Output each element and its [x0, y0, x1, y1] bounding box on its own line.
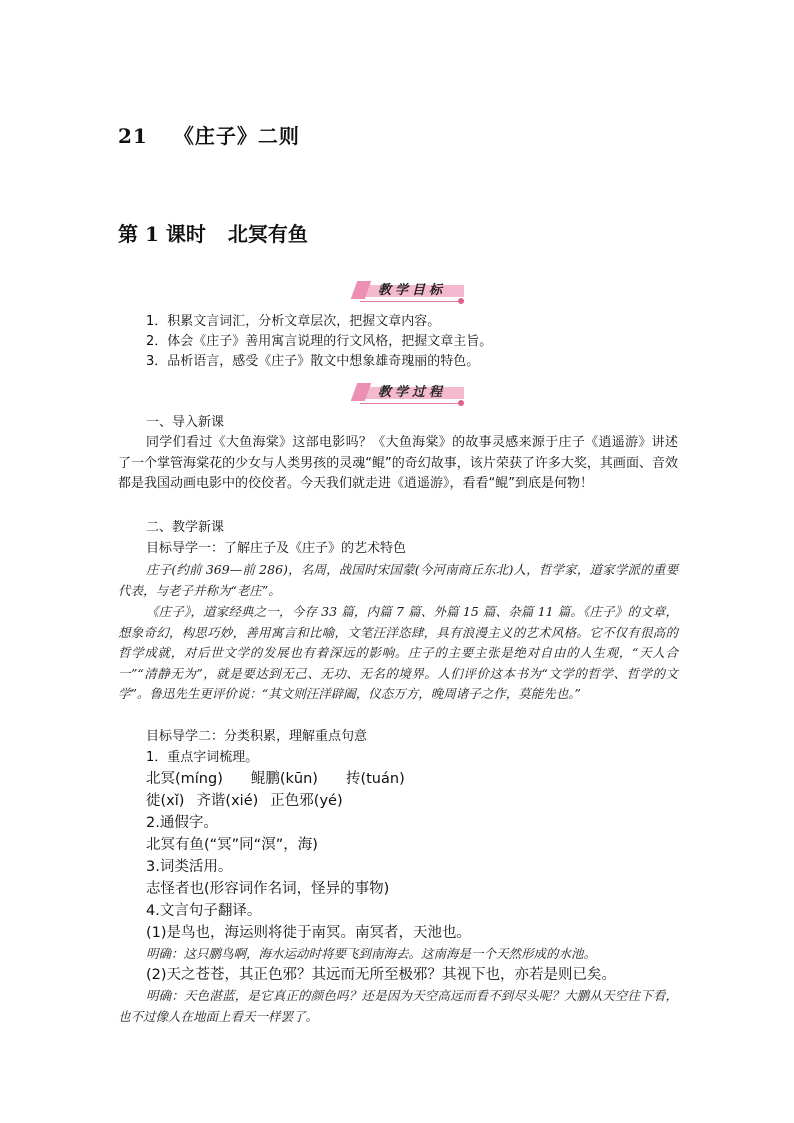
sentence: (1)是鸟也，海运则将徙于南冥。南冥者，天池也。: [146, 925, 472, 941]
word-row: [146, 790, 343, 812]
word-item: 正色邪(yé): [270, 793, 343, 809]
author-bio: 庄子(约前 369—前 286)，名周，战国时宋国蒙(今河南商丘东北)人，哲学家，道家学派的重要代表，与老子并称为“老庄”。: [118, 562, 678, 598]
objective-item: 1．积累文言词汇，分析文章层次，把握文章内容。: [146, 314, 441, 329]
lesson-name: 北冥有鱼: [227, 222, 308, 246]
tongjia-example: 北冥有鱼(“冥”同“溟”，海): [146, 837, 318, 853]
word-item: 齐谐(xié): [196, 793, 259, 809]
word-item: 抟(tuán): [345, 771, 405, 787]
process-banner-label: 教学过程: [378, 385, 447, 400]
process-banner: [354, 381, 464, 407]
lesson-label: 第 1 课时: [118, 222, 206, 246]
objectives-banner: [354, 279, 464, 305]
answer: 明确：这只鹏鸟啊，海水运动时将要飞到南海去。这南海是一个天然形成的水池。: [146, 946, 597, 961]
objective-item: 3．品析语言，感受《庄子》散文中想象雄奇瑰丽的特色。: [146, 354, 480, 369]
word-row: [146, 768, 405, 790]
goal-heading-2: 目标导学二：分类积累，理解重点句意: [146, 729, 368, 744]
banner-dot-icon: [458, 400, 464, 406]
chapter-number: 21: [118, 124, 148, 148]
intro-heading: 一、导入新课: [146, 415, 225, 430]
intro-paragraph: 同学们看过《大鱼海棠》这部电影吗？《大鱼海棠》的故事灵感来源于庄子《逍遥游》讲述了一个掌管海棠花的少女与人类男孩的灵魂“鲲”的奇幻故事，该片荣获了许多大奖，其画面、音效都是我国动画电影中的佼佼者。今天我们就走进《逍遥游》，看看“鲲”到底是何物！: [118, 435, 678, 491]
answer: 明确：天色湛蓝，是它真正的颜色吗？还是因为天空高远而看不到尽头呢？大鹏从天空往下看，也不过像人在地面上看天一样罢了。: [118, 988, 678, 1024]
lesson-title: [118, 218, 308, 247]
item-heading: 1．重点字词梳理。: [146, 750, 259, 765]
objective-item: 2．体会《庄子》善用寓言说理的行文风格，把握文章主旨。: [146, 334, 493, 349]
huoyong-example: 志怪者也(形容词作名词，怪异的事物): [146, 881, 390, 897]
chapter-name: 《庄子》二则: [173, 124, 300, 148]
chapter-title: [118, 120, 300, 149]
book-intro: 《庄子》，道家经典之一，今存 33 篇，内篇 7 篇、外篇 15 篇、杂篇 11 篇。《庄子》的文章，想象奇幻，构思巧妙，善用寓言和比喻，文笔汪洋恣肆，具有浪漫主义的艺术风格。它不仅有很高的哲学成就，对后世文学的发展也有着深远的影响。庄子的主要主张是绝对自由的人生观，“天人合一”“清静无为”，就是要达到无己、无功、无名的境界。人们评价这本书为“文学的哲学、哲学的文学”。鲁迅先生更评价说：“其文则汪洋辟阖，仪态万方，晚周诸子之作，莫能先也。”: [118, 604, 678, 701]
word-item: 徙(xǐ): [146, 793, 185, 809]
goal-heading-1: 目标导学一：了解庄子及《庄子》的艺术特色: [146, 541, 407, 556]
word-item: 鲲鹏(kūn): [250, 771, 318, 787]
sentence: (2)天之苍苍，其正色邪？其远而无所至极邪？其视下也，亦若是则已矣。: [146, 967, 617, 983]
item-heading: 2.通假字。: [146, 815, 218, 831]
word-item: 北冥(míng): [146, 771, 223, 787]
section-heading: 二、教学新课: [146, 520, 225, 535]
objectives-banner-label: 教学目标: [378, 283, 447, 298]
item-heading: 3.词类活用。: [146, 859, 233, 875]
banner-dot-icon: [458, 298, 464, 304]
item-heading: 4.文言句子翻译。: [146, 903, 262, 919]
